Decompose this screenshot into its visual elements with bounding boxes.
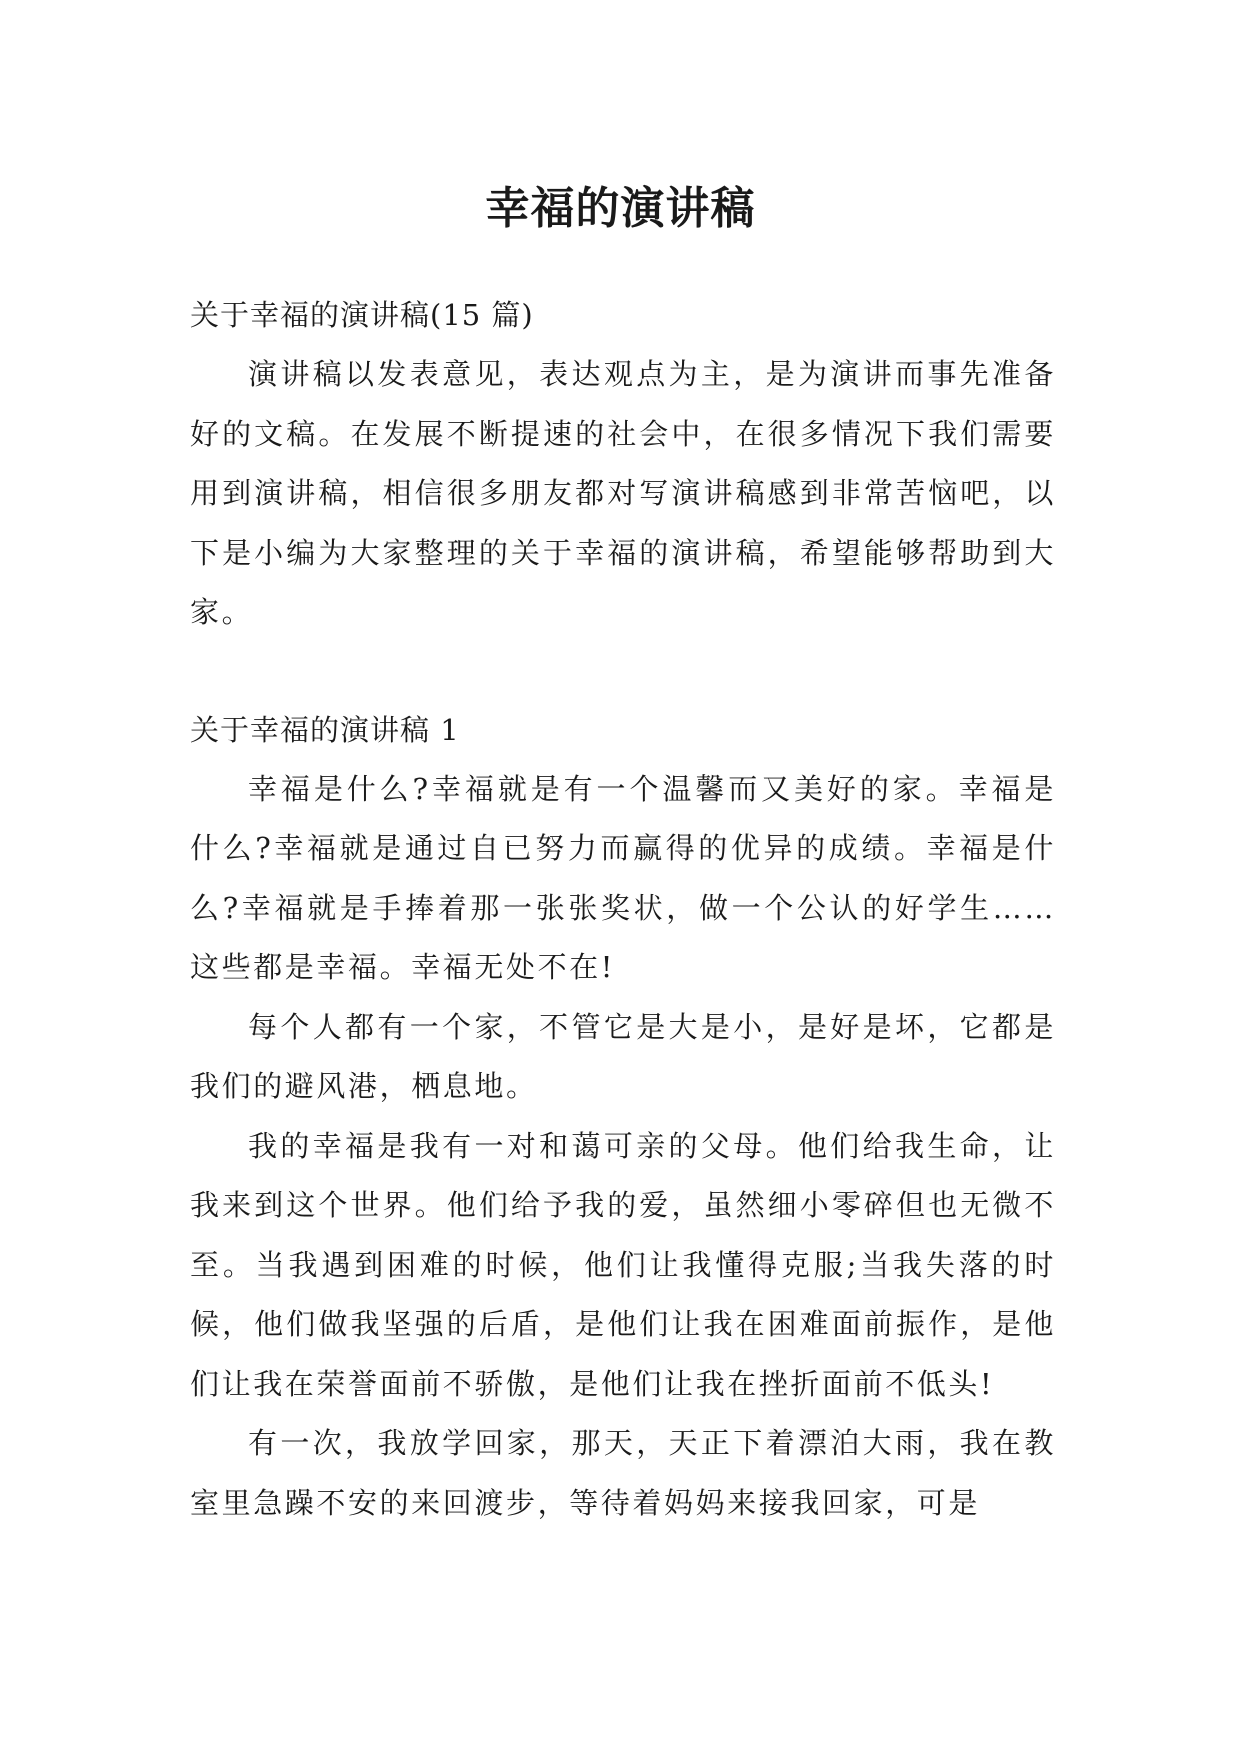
body-paragraph: 我的幸福是我有一对和蔼可亲的父母。他们给我生命，让我来到这个世界。他们给予我的爱，虽然细小零碎但也无微不至。当我遇到困难的时候，他们让我懂得克服;当我失落的时候，他们做我坚强的后盾，是他们让我在困难面前振作，是他们让我在荣誉面前不骄傲，是他们让我在挫折面前不低头!: [190, 1128, 1056, 1401]
intro-paragraph: 演讲稿以发表意见，表达观点为主，是为演讲而事先准备好的文稿。在发展不断提速的社会中，在很多情况下我们需要用到演讲稿，相信很多朋友都对写演讲稿感到非常苦恼吧，以下是小编为大家整理的关于幸福的演讲稿，希望能够帮助到大家。: [190, 357, 1056, 629]
section-spacer: [190, 643, 1056, 700]
document-body: [190, 285, 1056, 1533]
body-paragraph: 每个人都有一个家，不管它是大是小，是好是坏，它都是我们的避风港，栖息地。: [190, 1009, 1056, 1103]
body-paragraph: 有一次，我放学回家，那天，天正下着漂泊大雨，我在教室里急躁不安的来回渡步，等待着妈妈来接我回家，可是: [190, 1426, 1056, 1520]
intro-heading: 关于幸福的演讲稿(15 篇): [190, 298, 534, 332]
document-title: 幸福的演讲稿: [485, 183, 756, 235]
section-heading: 关于幸福的演讲稿 1: [190, 712, 460, 747]
body-paragraph: 幸福是什么?幸福就是有一个温馨而又美好的家。幸福是什么?幸福就是通过自已努力而赢得的优异的成绩。幸福是什么?幸福就是手捧着那一张张奖状，做一个公认的好学生……这些都是幸福。幸福无处不在!: [190, 771, 1056, 984]
